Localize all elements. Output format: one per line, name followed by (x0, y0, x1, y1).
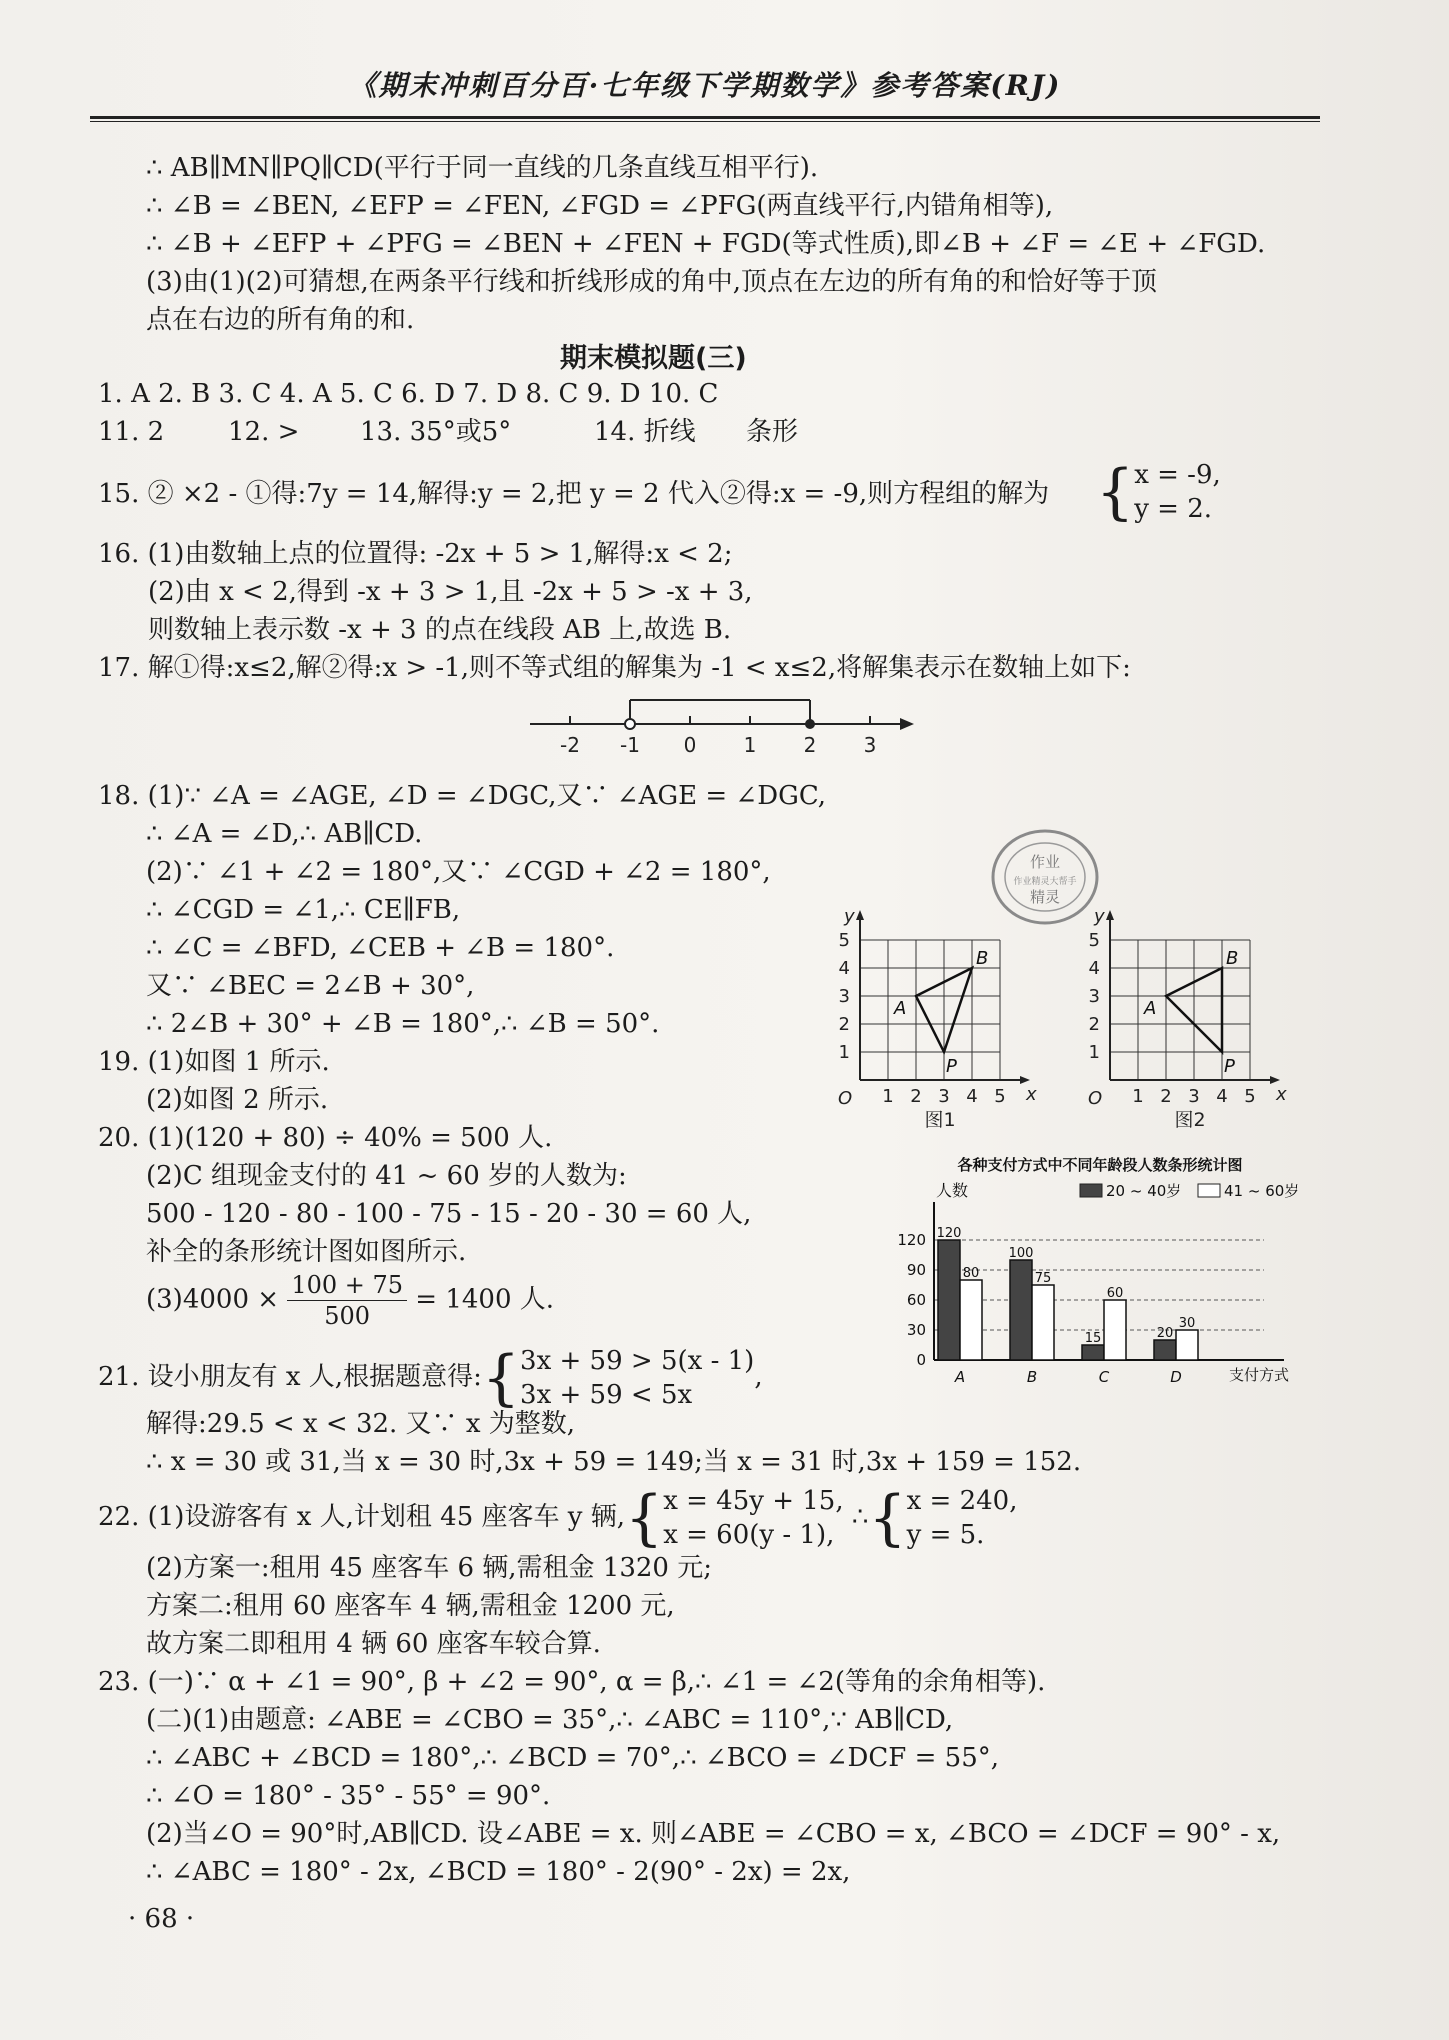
cont-line: 点在右边的所有角的和. (146, 305, 415, 335)
y-tick-label: 5 (838, 930, 850, 951)
grid-figure-1 (830, 890, 1060, 1130)
chart-x-tick: C (1098, 1368, 1110, 1386)
answer-20-line: 补全的条形统计图如图所示. (146, 1237, 467, 1267)
number-line-label: 3 (863, 733, 877, 757)
closed-point (805, 719, 815, 729)
answer-18-line: ∴ ∠CGD = ∠1,∴ CE∥FB, (146, 895, 461, 925)
header-rule (90, 116, 1320, 119)
y-tick-label: 3 (838, 986, 850, 1007)
y-tick-label: 3 (1088, 986, 1100, 1007)
answer-23-line: (二)(1)由题意: ∠ABE = ∠CBO = 35°,∴ ∠ABC = 110°,∵ AB∥CD, (146, 1705, 954, 1735)
answer-18-line: 18. (1)∵ ∠A = ∠AGE, ∠D = ∠DGC,又∵ ∠AGE = ∠DGC, (98, 781, 827, 811)
page-header-title: 《期末冲刺百分百·七年级下学期数学》参考答案(RJ) (348, 69, 1062, 102)
chart-y-tick: 30 (906, 1321, 926, 1339)
answer-21-line: 解得:29.5 < x < 32. 又∵ x 为整数, (146, 1409, 576, 1439)
answer-15: 15. ② ×2 - ①得:7y = 14,解得:y = 2,把 y = 2 代入②得:x = -9,则方程组的解为 (98, 479, 1050, 509)
legend-label-s1: 20 ~ 40岁 (1106, 1182, 1182, 1200)
answer-20-line: (2)C 组现金支付的 41 ~ 60 岁的人数为: (146, 1161, 627, 1191)
chart-y-tick: 60 (906, 1291, 926, 1309)
system-line: 3x + 59 < 5x (520, 1380, 693, 1410)
chart-bar (1010, 1260, 1032, 1360)
x-tick-label: 1 (1132, 1086, 1144, 1107)
answer-23-line: ∴ ∠ABC + ∠BCD = 180°,∴ ∠BCD = 70°,∴ ∠BCO = ∠DCF = 55°, (146, 1743, 999, 1773)
x-tick-label: 4 (1216, 1086, 1228, 1107)
answers-1-10: 1. A 2. B 3. C 4. A 5. C 6. D 7. D 8. C 9. D 10. C (98, 379, 719, 409)
chart-bar (1104, 1300, 1126, 1360)
x-tick-label: 3 (938, 1086, 950, 1107)
answer-16-line: (2)由 x < 2,得到 -x + 3 > 1,且 -2x + 5 > -x + 3, (148, 577, 753, 607)
chart-y-tick: 0 (916, 1351, 926, 1369)
x-axis-label: x (1276, 1084, 1287, 1105)
cont-line: ∴ AB∥MN∥PQ∥CD(平行于同一直线的几条直线互相平行). (146, 153, 819, 183)
chart-data-label: 100 (1008, 1246, 1034, 1261)
point-label-A: A (1144, 998, 1157, 1019)
answer-22-line: (2)方案一:租用 45 座客车 6 辆,需租金 1320 元; (146, 1553, 712, 1583)
number-line-label: 0 (683, 733, 697, 757)
chart-y-tick: 90 (906, 1261, 926, 1279)
chart-data-label: 60 (1106, 1286, 1124, 1301)
x-arrow (1270, 1076, 1280, 1084)
answer-23-line: ∴ ∠O = 180° - 35° - 55° = 90°. (146, 1781, 551, 1811)
number-line-label: -1 (620, 733, 640, 757)
answer-17: 17. 解①得:x≤2,解②得:x > -1,则不等式组的解集为 -1 < x≤2,将解集表示在数轴上如下: (98, 653, 1131, 683)
answer-18-line: 又∵ ∠BEC = 2∠B + 30°, (146, 971, 475, 1001)
chart-bar (1176, 1330, 1198, 1360)
system-line: 3x + 59 > 5(x - 1) (520, 1346, 755, 1376)
answer-20-line: 20. (1)(120 + 80) ÷ 40% = 500 人. (98, 1123, 553, 1153)
y-axis-label: y (1094, 906, 1105, 927)
bar-chart (880, 1150, 1320, 1410)
number-line-label: 1 (743, 733, 757, 757)
answer-22-line: 故方案二即租用 4 辆 60 座客车较合算. (146, 1629, 601, 1659)
chart-x-tick: B (1026, 1368, 1038, 1386)
answer-19-line: (2)如图 2 所示. (146, 1085, 329, 1115)
system-line: x = -9, (1134, 460, 1221, 490)
x-tick-label: 1 (882, 1086, 894, 1107)
figure-caption: 图2 (1174, 1109, 1206, 1130)
stamp-text: 作业精灵大帮手 (1013, 877, 1077, 887)
y-tick-label: 5 (1088, 930, 1100, 951)
page-number: · 68 · (128, 1904, 195, 1934)
point-label-B: B (1226, 948, 1239, 969)
chart-bar (938, 1240, 960, 1360)
x-tick-label: 2 (1160, 1086, 1172, 1107)
chart-bar (1032, 1285, 1054, 1360)
fraction-numerator: 100 + 75 (287, 1270, 407, 1301)
chart-bar (1082, 1345, 1104, 1360)
answer-12: 12. > (228, 417, 300, 447)
formula-result: = 1400 人. (415, 1284, 555, 1315)
number-line-label: -2 (560, 733, 580, 757)
answer-21-line: ∴ x = 30 或 31,当 x = 30 时,3x + 59 = 149;当 x = 31 时,3x + 159 = 152. (146, 1447, 1082, 1477)
answer-22-text: 22. (1)设游客有 x 人,计划租 45 座客车 y 辆, (98, 1502, 625, 1532)
answer-13: 13. 35°或5° (360, 417, 512, 447)
header-rule-thin (90, 121, 1320, 122)
system-line: x = 60(y - 1), (663, 1520, 835, 1550)
x-tick-label: 5 (994, 1086, 1006, 1107)
point-label-B: B (976, 948, 989, 969)
x-tick-label: 3 (1188, 1086, 1200, 1107)
y-tick-label: 1 (838, 1042, 850, 1063)
x-arrow (1020, 1076, 1030, 1084)
y-tick-label: 2 (838, 1014, 850, 1035)
chart-x-label: 支付方式 (1228, 1366, 1289, 1384)
chart-data-label: 75 (1034, 1271, 1052, 1286)
cont-line: ∴ ∠B = ∠BEN, ∠EFP = ∠FEN, ∠FGD = ∠PFG(两直线平行,内错角相等), (146, 191, 1054, 221)
grid-figure-2 (1080, 890, 1310, 1130)
cont-line: ∴ ∠B + ∠EFP + ∠PFG = ∠BEN + ∠FEN + FGD(等式性质),即∠B + ∠F = ∠E + ∠FGD. (146, 229, 1266, 259)
answer-16-line: 则数轴上表示数 -x + 3 的点在线段 AB 上,故选 B. (148, 615, 732, 645)
answer-18-line: ∴ ∠A = ∠D,∴ AB∥CD. (146, 819, 423, 849)
therefore: ∴ (851, 1502, 869, 1532)
chart-data-label: 120 (936, 1226, 962, 1241)
chart-data-label: 80 (962, 1266, 980, 1281)
number-line-label: 2 (803, 733, 817, 757)
y-arrow (1106, 910, 1114, 920)
answer-23-line: ∴ ∠ABC = 180° - 2x, ∠BCD = 180° - 2(90° - 2x) = 2x, (146, 1857, 851, 1887)
answer-23-line: (2)当∠O = 90°时,AB∥CD. 设∠ABE = x. 则∠ABE = ∠CBO = x, ∠BCO = ∠DCF = 90° - x, (146, 1819, 1281, 1849)
answer-19-line: 19. (1)如图 1 所示. (98, 1047, 330, 1077)
chart-bar (1154, 1340, 1176, 1360)
chart-y-tick: 120 (897, 1231, 926, 1249)
answer-18-line: ∴ 2∠B + 30° + ∠B = 180°,∴ ∠B = 50°. (146, 1009, 660, 1039)
figure-caption: 图1 (924, 1109, 956, 1130)
system-line: y = 2. (1134, 494, 1212, 524)
answer-11: 11. 2 (98, 417, 165, 447)
number-line (520, 688, 920, 760)
fraction-denominator: 500 (324, 1302, 371, 1330)
chart-data-label: 15 (1084, 1331, 1102, 1346)
answer-18-line: ∴ ∠C = ∠BFD, ∠CEB + ∠B = 180°. (146, 933, 615, 963)
y-tick-label: 4 (1088, 958, 1100, 979)
y-tick-label: 4 (838, 958, 850, 979)
answer-21-comma: , (754, 1362, 763, 1392)
legend-swatch-s1 (1080, 1184, 1102, 1197)
x-axis-label: x (1026, 1084, 1037, 1105)
answer-22-line: 方案二:租用 60 座客车 4 辆,需租金 1200 元, (146, 1591, 675, 1621)
point-label-P: P (1224, 1056, 1235, 1077)
system-line: x = 45y + 15, (663, 1486, 844, 1516)
point-label-A: A (894, 998, 907, 1019)
answer-20-line: 500 - 120 - 80 - 100 - 75 - 15 - 20 - 30 = 60 人, (146, 1199, 752, 1229)
origin-label: O (1088, 1088, 1103, 1109)
y-tick-label: 1 (1088, 1042, 1100, 1063)
legend-swatch-s2 (1198, 1184, 1220, 1197)
point-label-P: P (946, 1056, 957, 1077)
answer-22: 22. (1)设游客有 x 人,计划租 45 座客车 y 辆,{x = 45y + 15, x = 60(y - 1), ∴{x = 240, y = 5. (98, 1483, 1018, 1553)
answer-14a: 14. 折线 (594, 417, 696, 447)
stamp-text: 作业 (1029, 853, 1061, 871)
x-tick-label: 4 (966, 1086, 978, 1107)
y-axis-label: y (844, 906, 855, 927)
formula-prefix: (3)4000 × (146, 1284, 280, 1315)
chart-data-label: 30 (1178, 1316, 1196, 1331)
answer-16-line: 16. (1)由数轴上点的位置得: -2x + 5 > 1,解得:x < 2; (98, 539, 733, 569)
answer-15-system: {x = -9, y = 2. (1096, 457, 1221, 527)
system-line: y = 5. (906, 1520, 985, 1550)
cont-line: (3)由(1)(2)可猜想,在两条平行线和折线形成的角中,顶点在左边的所有角的和恰好等于顶 (146, 267, 1158, 297)
fraction (287, 1270, 407, 1331)
stamp-text: 精灵 (1029, 888, 1061, 906)
answer-21-text: 21. 设小朋友有 x 人,根据题意得: (98, 1362, 482, 1392)
section-title: 期末模拟题(三) (560, 343, 747, 374)
legend-label-s2: 41 ~ 60岁 (1224, 1182, 1300, 1200)
origin-label: O (838, 1088, 853, 1109)
chart-bar (960, 1280, 982, 1360)
system-line: x = 240, (906, 1486, 1018, 1516)
x-tick-label: 2 (910, 1086, 922, 1107)
chart-x-tick: D (1170, 1368, 1182, 1386)
answer-14b: 条形 (746, 417, 799, 447)
chart-y-label: 人数 (936, 1181, 969, 1200)
open-point (625, 719, 635, 729)
y-arrow (856, 910, 864, 920)
answer-23-line: 23. (一)∵ α + ∠1 = 90°, β + ∠2 = 90°, α = β,∴ ∠1 = ∠2(等角的余角相等). (98, 1667, 1046, 1697)
x-tick-label: 5 (1244, 1086, 1256, 1107)
answer-20-part3 (146, 1270, 554, 1331)
y-tick-label: 2 (1088, 1014, 1100, 1035)
answer-18-line: (2)∵ ∠1 + ∠2 = 180°,又∵ ∠CGD + ∠2 = 180°, (146, 857, 771, 887)
answer-21: 21. 设小朋友有 x 人,根据题意得:{3x + 59 > 5(x - 1) 3x + 59 < 5x, (98, 1343, 763, 1413)
chart-x-tick: A (954, 1368, 966, 1386)
chart-title: 各种支付方式中不同年龄段人数条形统计图 (957, 1156, 1243, 1174)
chart-data-label: 20 (1156, 1326, 1174, 1341)
